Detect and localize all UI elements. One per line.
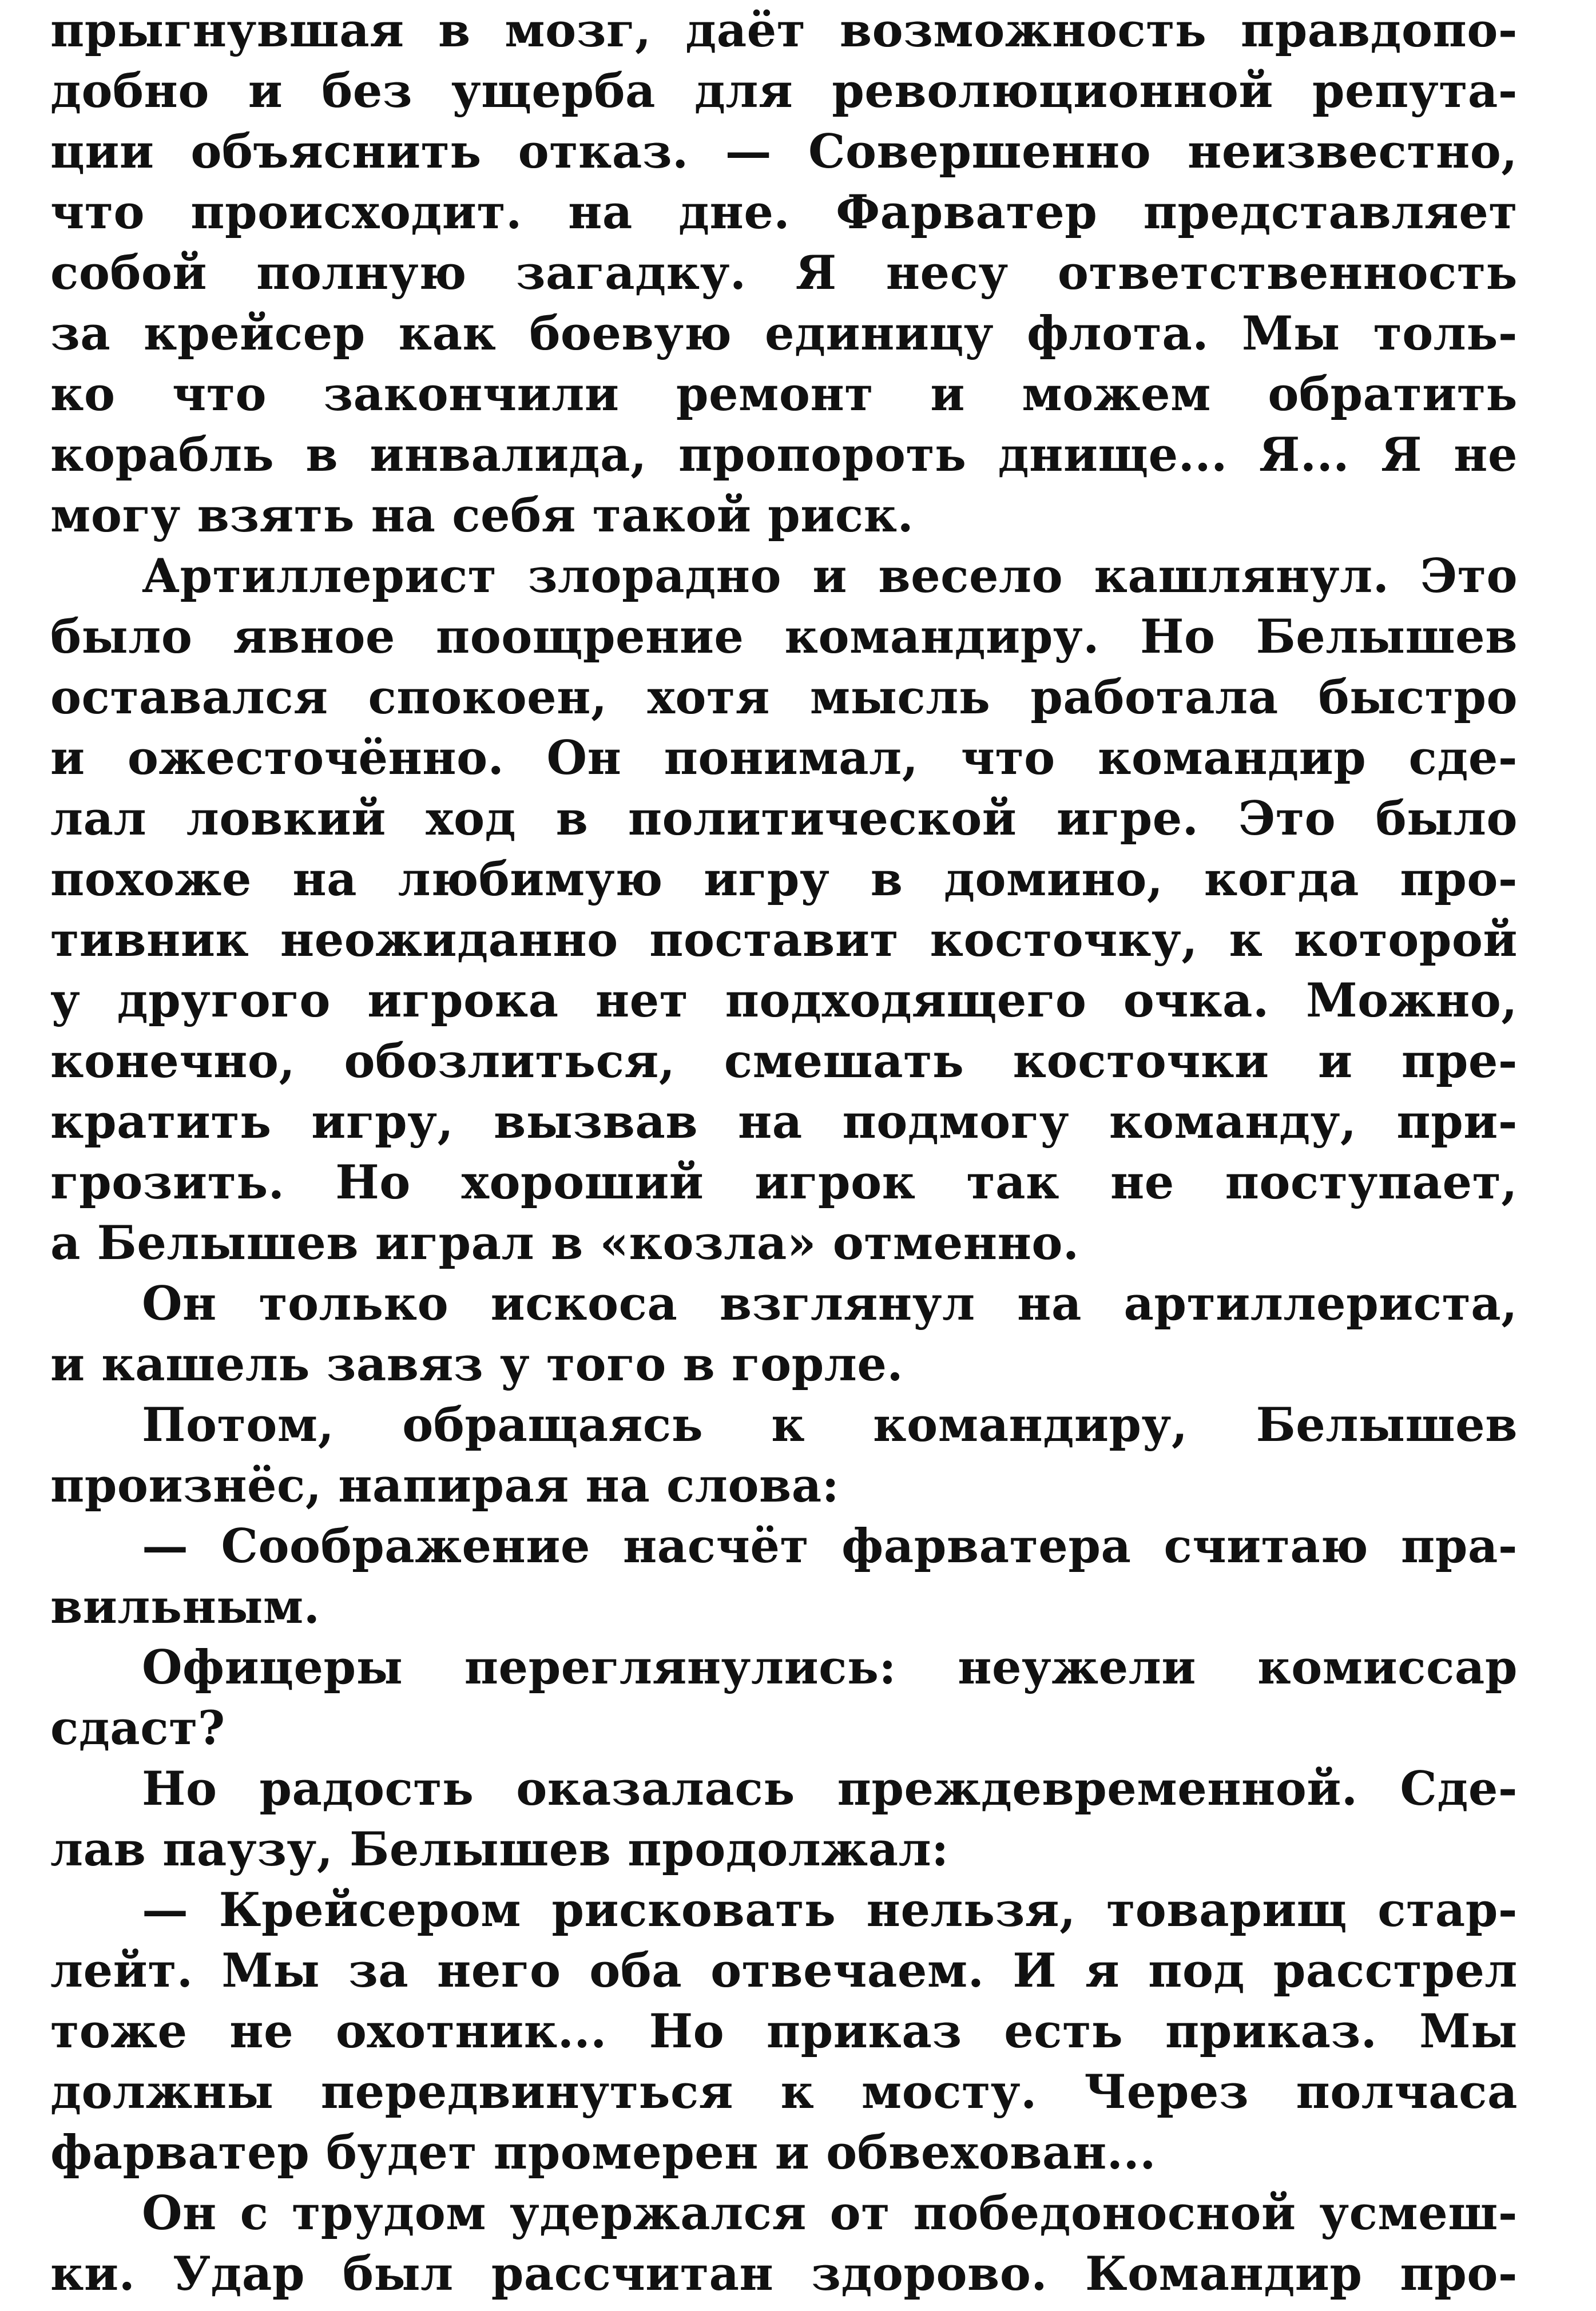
text-line: а Белышев играл в «козла» отменно. <box>50 1216 1079 1270</box>
book-page <box>50 0 1518 2311</box>
text-line: у другого игрока нет подходящего очка. Можно, <box>50 974 1518 1028</box>
dialogue-line: — Соображение насчёт фарватера считаю пра- <box>142 1519 1518 1574</box>
text-line: было явное поощрение командиру. Но Белышев <box>50 610 1518 664</box>
text-line: тоже не охотник... Но приказ есть приказ. Мы <box>50 2004 1518 2059</box>
paragraph-first-line: Но радость оказалась преждевременной. Сде- <box>142 1762 1518 1816</box>
text-line: корабль в инвалида, пропороть днище... Я... Я не <box>50 428 1518 482</box>
text-line: ции объяснить отказ. — Совершенно неизвестно, <box>50 125 1518 179</box>
text-line: конечно, обозлиться, смешать косточки и пре- <box>50 1034 1518 1089</box>
text-line: тивник неожиданно поставит косточку, к которой <box>50 913 1518 967</box>
text-line: лав паузу, Белышев продолжал: <box>50 1822 949 1877</box>
text-line: и ожесточённо. Он понимал, что командир сде- <box>50 731 1518 785</box>
text-line: похоже на любимую игру в домино, когда про- <box>50 852 1518 907</box>
text-line: фарватер будет промерен и обвехован... <box>50 2126 1156 2180</box>
text-line: должны передвинуться к мосту. Через полчаса <box>50 2065 1518 2119</box>
dialogue-line: — Крейсером рисковать нельзя, товарищ стар- <box>142 1883 1518 1937</box>
text-line: добно и без ущерба для революционной репута- <box>50 64 1518 118</box>
paragraph-first-line: Артиллерист злорадно и весело кашлянул. Это <box>142 549 1518 603</box>
text-line: лейт. Мы за него оба отвечаем. И я под расстрел <box>50 1944 1518 1998</box>
text-line: собой полную загадку. Я несу ответственность <box>50 246 1518 300</box>
text-line: могу взять на себя такой риск. <box>50 489 914 543</box>
paragraph-first-line: Офицеры переглянулись: неужели комиссар <box>142 1641 1518 1695</box>
text-line: и кашель завяз у того в горле. <box>50 1337 904 1392</box>
text-line: грозить. Но хороший игрок так не поступает, <box>50 1156 1518 1210</box>
text-line: за крейсер как боевую единицу флота. Мы толь- <box>50 307 1518 361</box>
text-line: сдаст? <box>50 1701 225 1756</box>
text-line: кратить игру, вызвав на подмогу команду, при- <box>50 1095 1518 1149</box>
text-line: вильным. <box>50 1580 320 1634</box>
text-line: оставался спокоен, хотя мысль работала быстро <box>50 670 1518 725</box>
text-line: что происходит. на дне. Фарватер представляет <box>50 185 1518 240</box>
paragraph-first-line: Потом, обращаясь к командиру, Белышев <box>142 1398 1518 1452</box>
text-line: прыгнувшая в мозг, даёт возможность правдопо- <box>50 3 1518 58</box>
paragraph-first-line: Он с трудом удержался от победоносной усмеш- <box>142 2186 1518 2241</box>
text-line: произнёс, напирая на слова: <box>50 1459 840 1513</box>
text-line: ко что закончили ремонт и можем обратить <box>50 367 1518 422</box>
text-line: лал ловкий ход в политической игре. Это было <box>50 792 1518 846</box>
paragraph-first-line: Он только искоса взглянул на артиллериста, <box>142 1277 1518 1331</box>
text-line: ки. Удар был рассчитан здорово. Командир про- <box>50 2247 1518 2301</box>
